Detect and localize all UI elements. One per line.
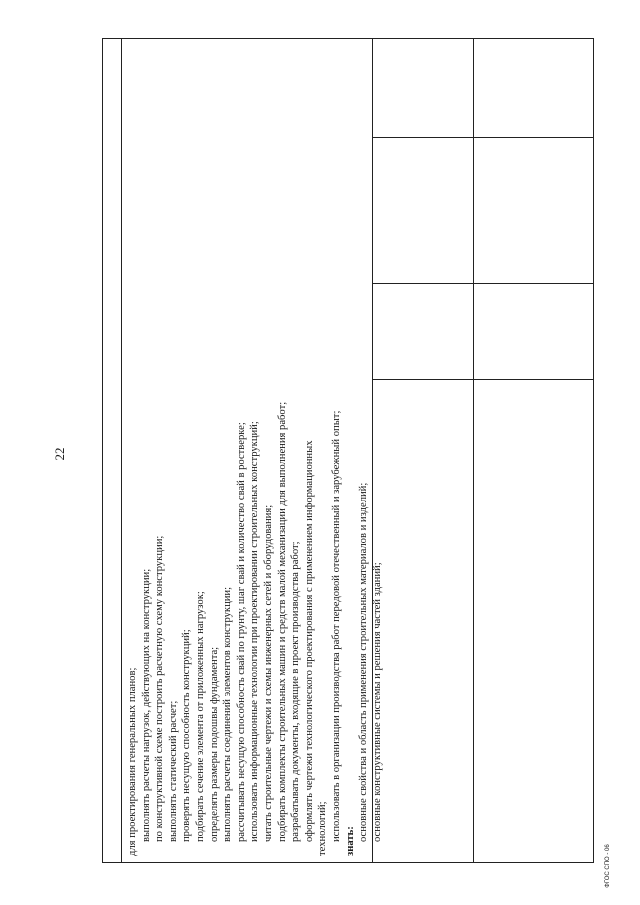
footer-code: [598, 836, 618, 896]
skill-line: разрабатывать документы, входящие в проект производства работ;: [290, 541, 302, 842]
skill-line: рассчитывать несущую способность свай по грунту, шаг свай и количество свай в ростверке;: [235, 422, 247, 842]
skill-line: определять размеры подошвы фундамента;: [208, 646, 220, 842]
table-divider: [372, 379, 593, 380]
skill-line: выполнять расчеты нагрузок, действующих на конструкции;: [140, 568, 152, 842]
skill-line: основные свойства и область применения строительных материалов и изделий;: [358, 482, 370, 842]
skill-line: использовать информационные технологии при проектировании строительных конструкций;: [249, 421, 261, 842]
skill-line: для проектирования генеральных планов;: [127, 667, 138, 856]
skills-text: [122, 380, 383, 862]
skills-cell: [122, 380, 383, 862]
content-table: [102, 38, 594, 863]
skill-line: подбирать комплекты строительных машин и средств малой механизации для выполнения работ;: [276, 401, 288, 842]
skill-line: основные конструктивные системы и решения частей зданий;: [371, 562, 383, 842]
skill-line: выполнять статический расчет;: [167, 700, 179, 842]
table-divider: [473, 39, 474, 862]
skill-line: использовать в организации производства работ передовой отечественный и зарубежный опыт;: [330, 410, 342, 842]
page-number: 22: [52, 447, 67, 461]
footer-text: ФГОС СПО - 06: [605, 844, 611, 888]
skill-line: проверять несущую способность конструкций;: [181, 629, 193, 842]
skill-line: по конструктивной схеме построить расчетную схему конструкции;: [154, 535, 166, 842]
skill-line: выполнять расчеты соединений элементов конструкции;: [222, 586, 234, 842]
skill-line: подбирать сечение элемента от приложенных нагрузок;: [194, 591, 206, 842]
table-divider: [372, 283, 593, 284]
skill-line: оформлять чертежи технологического проектирования с применением информационных технологий;: [303, 440, 329, 856]
skill-line: знать:: [344, 826, 356, 856]
skill-line: читать строительные чертежи и схемы инженерных сетей и оборудования;: [262, 504, 274, 842]
table-divider: [372, 137, 593, 138]
